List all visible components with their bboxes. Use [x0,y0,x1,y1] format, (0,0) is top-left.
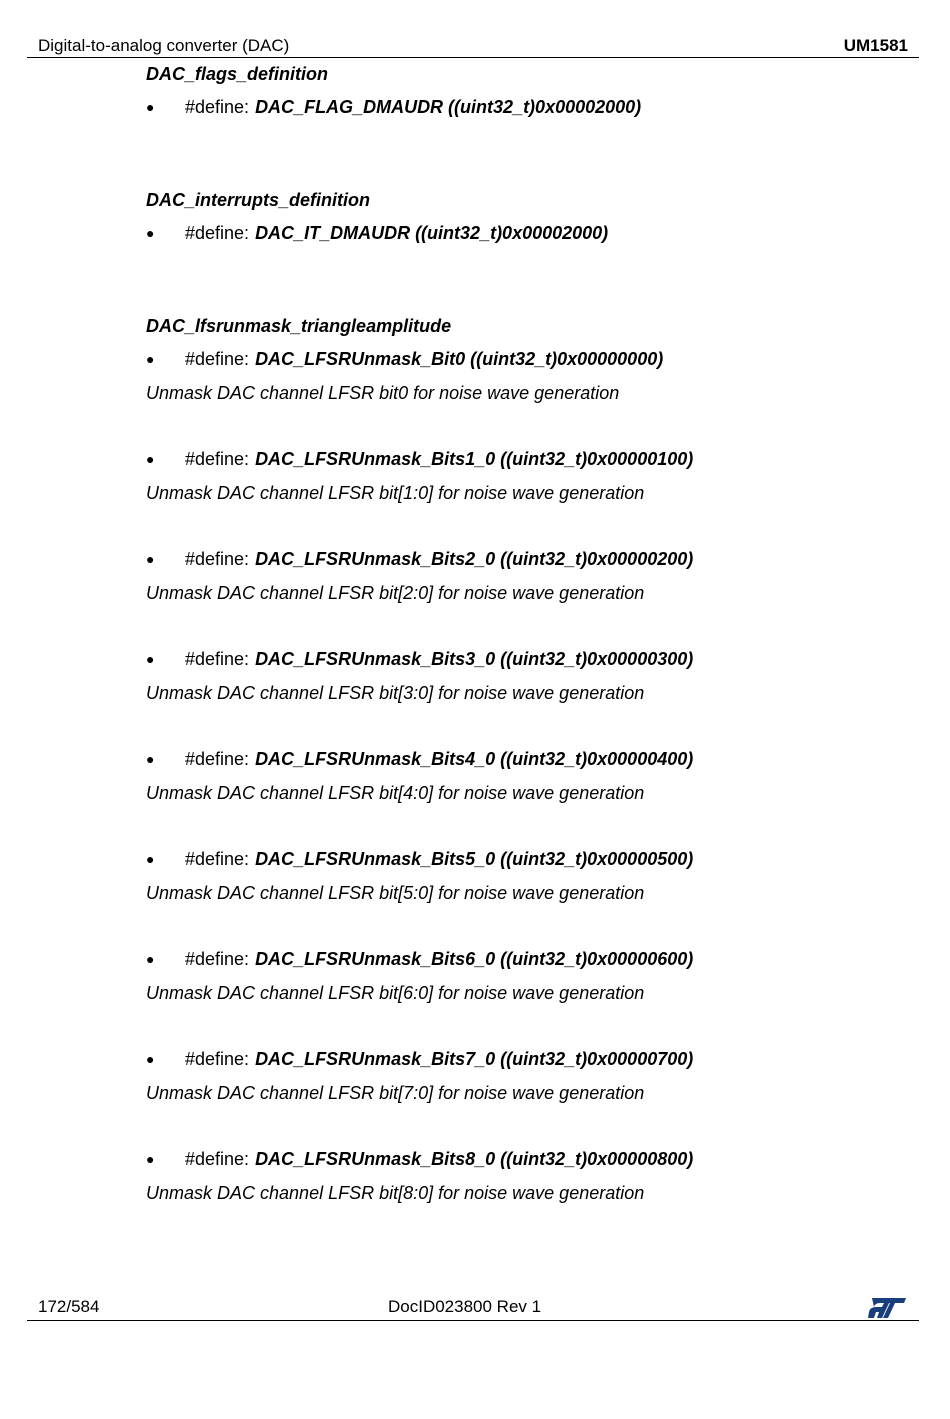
define-keyword: #define: [185,223,250,243]
page-content [146,62,906,1208]
define-name: DAC_LFSRUnmask_Bits4_0 ((uint32_t)0x00000400) [255,749,694,769]
section-title: DAC_lfsrunmask_triangleamplitude [146,316,452,336]
define-name: DAC_LFSRUnmask_Bit0 ((uint32_t)0x00000000) [255,349,664,369]
define-description: Unmask DAC channel LFSR bit[4:0] for noise wave generation [146,783,645,803]
define-entry [146,1044,906,1074]
define-keyword: #define: [185,549,250,569]
bullet-icon: ● [146,551,155,567]
define-keyword: #define: [185,97,250,117]
define-keyword: #define: [185,1149,250,1169]
define-name: DAC_LFSRUnmask_Bits8_0 ((uint32_t)0x00000800) [255,1149,694,1169]
bullet-icon: ● [146,451,155,467]
define-keyword: #define: [185,349,250,369]
bullet-icon: ● [146,951,155,967]
bullet-icon: ● [146,851,155,867]
define-name: DAC_LFSRUnmask_Bits7_0 ((uint32_t)0x00000700) [255,1049,694,1069]
define-entry [146,92,906,122]
define-keyword: #define: [185,949,250,969]
bullet-icon: ● [146,751,155,767]
define-keyword: #define: [185,849,250,869]
bullet-icon: ● [146,225,155,241]
define-keyword: #define: [185,1049,250,1069]
header-rule [27,57,919,58]
define-name: DAC_IT_DMAUDR ((uint32_t)0x00002000) [255,223,609,243]
section-title: DAC_interrupts_definition [146,190,371,210]
footer-rule [27,1320,919,1321]
header-doc-code: UM1581 [843,36,908,55]
define-keyword: #define: [185,649,250,669]
define-keyword: #define: [185,449,250,469]
define-entry [146,744,906,774]
define-description: Unmask DAC channel LFSR bit[6:0] for noise wave generation [146,983,645,1003]
footer-page-number: 172/584 [38,1297,100,1316]
bullet-icon: ● [146,651,155,667]
bullet-icon: ● [146,1151,155,1167]
define-description: Unmask DAC channel LFSR bit[1:0] for noise wave generation [146,483,645,503]
section-title: DAC_flags_definition [146,64,329,84]
header-section-title: Digital-to-analog converter (DAC) [38,36,290,55]
bullet-icon: ● [146,351,155,367]
define-description: Unmask DAC channel LFSR bit[8:0] for noise wave generation [146,1183,645,1203]
define-description: Unmask DAC channel LFSR bit[3:0] for noise wave generation [146,683,645,703]
define-entry [146,644,906,674]
define-name: DAC_LFSRUnmask_Bits2_0 ((uint32_t)0x00000200) [255,549,694,569]
define-entry [146,444,906,474]
bullet-icon: ● [146,99,155,115]
section-flags-definition [146,62,906,122]
define-entry [146,544,906,574]
define-description: Unmask DAC channel LFSR bit[2:0] for noise wave generation [146,583,645,603]
define-name: DAC_LFSRUnmask_Bits3_0 ((uint32_t)0x00000300) [255,649,694,669]
define-name: DAC_LFSRUnmask_Bits6_0 ((uint32_t)0x00000600) [255,949,694,969]
define-name: DAC_FLAG_DMAUDR ((uint32_t)0x00002000) [255,97,642,117]
define-entry [146,344,906,374]
define-description: Unmask DAC channel LFSR bit[7:0] for noise wave generation [146,1083,645,1103]
define-keyword: #define: [185,749,250,769]
section-interrupts-definition [146,188,906,248]
st-logo-icon [866,1296,908,1320]
bullet-icon: ● [146,1051,155,1067]
define-name: DAC_LFSRUnmask_Bits5_0 ((uint32_t)0x00000500) [255,849,694,869]
section-lfsrunmask [146,314,906,1208]
define-entry [146,218,906,248]
footer-doc-id: DocID023800 Rev 1 [388,1297,542,1316]
define-name: DAC_LFSRUnmask_Bits1_0 ((uint32_t)0x00000100) [255,449,694,469]
define-entry [146,944,906,974]
define-entry [146,844,906,874]
define-entry [146,1144,906,1174]
define-description: Unmask DAC channel LFSR bit0 for noise wave generation [146,383,620,403]
define-description: Unmask DAC channel LFSR bit[5:0] for noise wave generation [146,883,645,903]
